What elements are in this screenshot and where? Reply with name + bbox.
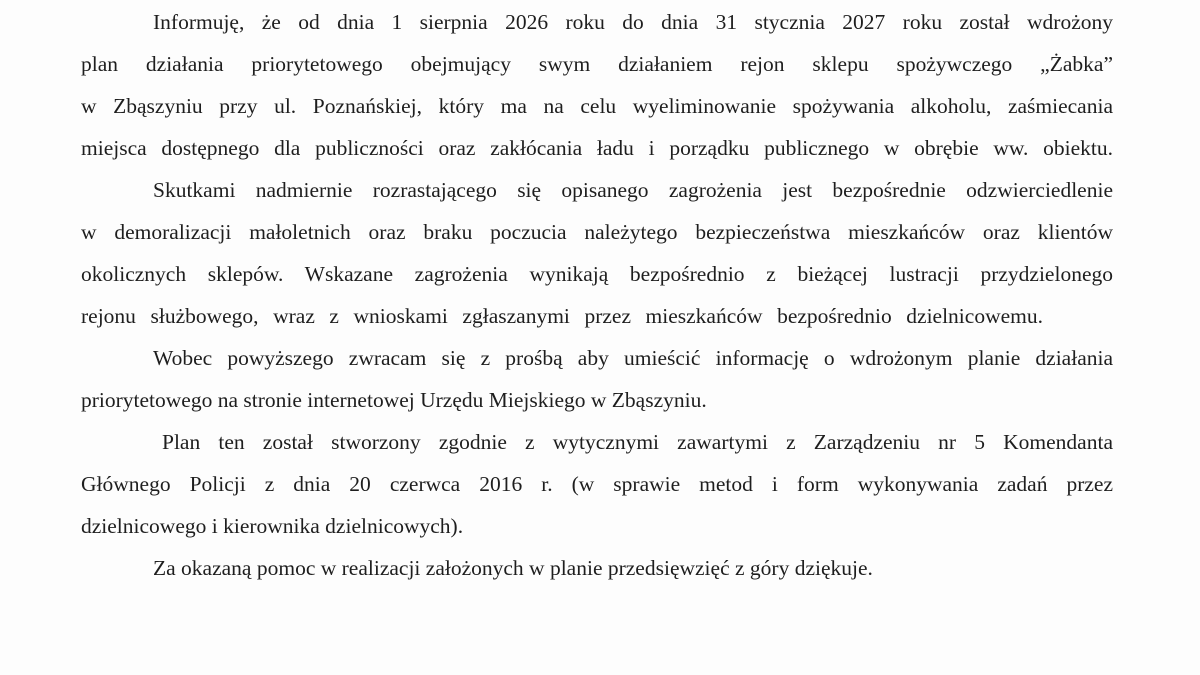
paragraph-line: w demoralizacji małoletnich oraz braku poczucia należytego bezpieczeństwa mieszkańców oraz klientów — [81, 220, 1113, 244]
paragraph-line: plan działania priorytetowego obejmujący swym działaniem rejon sklepu spożywczego „Żabka” — [81, 52, 1113, 76]
paragraph-line: Za okazaną pomoc w realizacji założonych w planie przedsięwzięć z góry dziękuje. — [153, 556, 873, 580]
paragraph-line: miejsca dostępnego dla publiczności oraz zakłócania ładu i porządku publicznego w obrębie ww. obiektu. — [81, 136, 1113, 160]
paragraph-line: Głównego Policji z dnia 20 czerwca 2016 r. (w sprawie metod i form wykonywania zadań przez — [81, 472, 1113, 496]
paragraph-line: dzielnicowego i kierownika dzielnicowych). — [81, 514, 464, 538]
paragraph-line: Wobec powyższego zwracam się z prośbą aby umieścić informację o wdrożonym planie działania — [153, 346, 1113, 370]
paragraph-line: okolicznych sklepów. Wskazane zagrożenia wynikają bezpośrednio z bieżącej lustracji przydzielonego — [81, 262, 1113, 286]
paragraph-line: rejonu służbowego, wraz z wnioskami zgłaszanymi przez mieszkańców bezpośrednio dzielnicowemu. — [81, 304, 1043, 328]
paragraph-line: Skutkami nadmiernie rozrastającego się opisanego zagrożenia jest bezpośrednie odzwierciedlenie — [153, 178, 1113, 202]
paragraph-line: priorytetowego na stronie internetowej Urzędu Miejskiego w Zbąszyniu. — [81, 388, 707, 412]
paragraph-line: w Zbąszyniu przy ul. Poznańskiej, który ma na celu wyeliminowanie spożywania alkoholu, zaśmiecania — [81, 94, 1113, 118]
paragraph-line: Informuję, że od dnia 1 sierpnia 2026 roku do dnia 31 stycznia 2027 roku został wdrożony — [153, 10, 1113, 34]
paragraph-line: Plan ten został stworzony zgodnie z wytycznymi zawartymi z Zarządzeniu nr 5 Komendanta — [162, 430, 1113, 454]
